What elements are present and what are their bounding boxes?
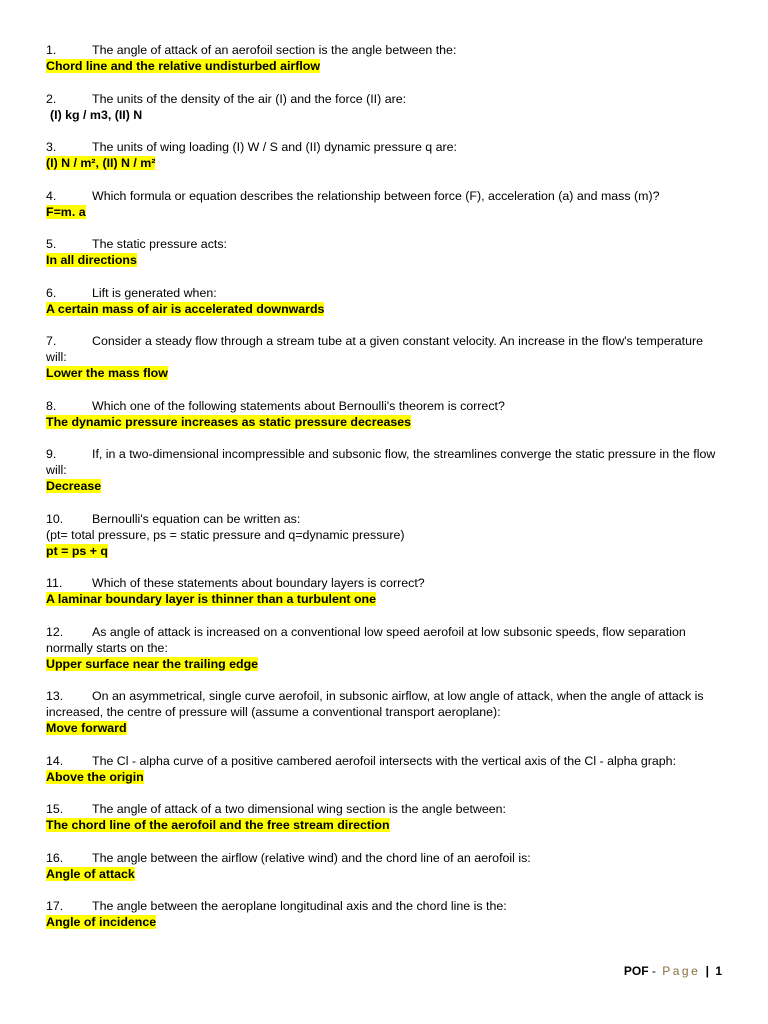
answer-text: The chord line of the aerofoil and the free stream direction	[46, 818, 390, 832]
answer-line	[46, 58, 726, 74]
question-label: The angle of attack of an aerofoil section is the angle between the:	[92, 43, 457, 57]
question-number: 14.	[46, 753, 64, 768]
question-block	[46, 139, 726, 171]
question-label: Consider a steady flow through a stream tube at a given constant velocity. An increase in the flow's temperature will:	[46, 334, 703, 364]
question-number: 4.	[46, 188, 57, 203]
question-number: 5.	[46, 237, 57, 251]
question-text	[46, 575, 726, 591]
answer-line	[46, 414, 726, 430]
footer-dash: -	[651, 964, 656, 978]
answer-text: (I) N / m², (II) N / m²	[46, 156, 156, 170]
answer-text: pt = ps + q	[46, 543, 108, 558]
answer-text: In all directions	[46, 253, 137, 267]
answer-line	[46, 769, 726, 785]
question-block	[46, 188, 726, 220]
question-text	[46, 139, 726, 155]
answer-text: Decrease	[46, 479, 102, 493]
answer-text: Move forward	[46, 721, 127, 735]
answer-line	[46, 155, 726, 171]
question-label: The Cl - alpha curve of a positive cambered aerofoil intersects with the vertical axis of the Cl - alpha graph:	[92, 753, 677, 768]
question-label: The static pressure acts:	[92, 237, 227, 251]
answer-line	[46, 720, 726, 736]
question-text	[46, 511, 726, 527]
answer-line	[46, 543, 726, 559]
footer-doc-title: POF	[623, 964, 649, 978]
question-number: 3.	[46, 140, 57, 154]
answer-line	[46, 365, 726, 381]
question-text	[46, 188, 726, 204]
answer-line	[46, 656, 726, 672]
question-block	[46, 850, 726, 882]
question-label: As angle of attack is increased on a conventional low speed aerofoil at low subsonic speeds, flow separation normally starts on the:	[46, 624, 686, 655]
question-number: 15.	[46, 802, 64, 816]
question-label: The units of wing loading (I) W / S and (II) dynamic pressure q are:	[92, 140, 457, 154]
answer-text: The dynamic pressure increases as static pressure decreases	[46, 414, 412, 429]
question-block	[46, 753, 726, 785]
answer-line	[46, 478, 726, 494]
question-number: 2.	[46, 91, 57, 106]
question-label: The units of the density of the air (I) and the force (II) are:	[92, 91, 407, 106]
question-label: Bernoulli's equation can be written as:	[92, 511, 301, 526]
question-block	[46, 575, 726, 607]
question-number: 16.	[46, 850, 64, 865]
question-label: Which of these statements about boundary layers is correct?	[92, 576, 425, 590]
footer-page-word: Page	[662, 964, 701, 978]
question-label: Lift is generated when:	[92, 285, 217, 300]
question-text	[46, 333, 726, 365]
answer-line	[46, 914, 726, 930]
question-text	[46, 285, 726, 301]
answer-text: Upper surface near the trailing edge	[46, 656, 259, 671]
footer-separator: |	[705, 964, 709, 978]
question-block	[46, 511, 726, 559]
question-text	[46, 801, 726, 817]
answer-line	[46, 301, 726, 317]
question-label: If, in a two-dimensional incompressible and subsonic flow, the streamlines converge the static pressure in the flow will:	[46, 447, 716, 477]
question-number: 13.	[46, 689, 64, 703]
question-label: The angle between the airflow (relative wind) and the chord line of an aerofoil is:	[92, 850, 531, 865]
answer-line	[46, 817, 726, 833]
answer-line	[46, 866, 726, 882]
answer-text: A laminar boundary layer is thinner than a turbulent one	[46, 592, 377, 606]
question-text	[46, 624, 726, 656]
question-label: The angle of attack of a two dimensional wing section is the angle between:	[92, 802, 506, 816]
answer-text: A certain mass of air is accelerated downwards	[46, 301, 325, 316]
question-block	[46, 91, 726, 123]
question-block	[46, 285, 726, 317]
question-text	[46, 91, 726, 107]
question-text	[46, 446, 726, 478]
question-block	[46, 688, 726, 736]
question-text	[46, 236, 726, 252]
question-note: (pt= total pressure, ps = static pressure and q=dynamic pressure)	[46, 527, 405, 542]
question-text	[46, 398, 726, 414]
question-number: 9.	[46, 447, 57, 461]
question-number: 6.	[46, 285, 57, 300]
question-text	[46, 42, 726, 58]
answer-text: Chord line and the relative undisturbed airflow	[46, 59, 321, 73]
question-block	[46, 333, 726, 381]
question-text	[46, 850, 726, 866]
answer-text: (I) kg / m3, (II) N	[50, 107, 143, 122]
question-block	[46, 624, 726, 672]
question-label: The angle between the aeroplane longitudinal axis and the chord line is the:	[92, 899, 507, 913]
question-number: 1.	[46, 43, 57, 57]
page-footer	[624, 963, 722, 979]
answer-text: F=m. a	[46, 204, 86, 219]
document-page	[46, 42, 726, 947]
question-block	[46, 42, 726, 74]
question-block	[46, 801, 726, 833]
question-label: Which formula or equation describes the relationship between force (F), acceleration (a) and mass (m)?	[92, 188, 660, 203]
question-text	[46, 688, 726, 720]
answer-line	[46, 252, 726, 268]
question-block	[46, 446, 726, 494]
question-block	[46, 898, 726, 930]
question-block	[46, 236, 726, 268]
question-number: 11.	[46, 576, 63, 590]
question-number: 12.	[46, 624, 64, 639]
answer-text: Above the origin	[46, 769, 144, 784]
question-number: 7.	[46, 334, 57, 348]
question-text	[46, 898, 726, 914]
question-block	[46, 398, 726, 430]
footer-page-number: 1	[715, 964, 722, 978]
answer-line	[46, 107, 726, 123]
answer-text: Lower the mass flow	[46, 366, 168, 380]
question-label: On an asymmetrical, single curve aerofoil, in subsonic airflow, at low angle of attack, when the angle of attack is increased, the centre of pressure will (assume a conventional transport aeroplane):	[46, 689, 704, 719]
question-number: 10.	[46, 511, 64, 526]
question-number: 8.	[46, 398, 57, 413]
answer-text: Angle of attack	[46, 866, 135, 881]
question-text	[46, 753, 726, 769]
answer-line	[46, 591, 726, 607]
answer-line	[46, 204, 726, 220]
answer-text: Angle of incidence	[46, 915, 157, 929]
question-label: Which one of the following statements about Bernoulli's theorem is correct?	[92, 398, 505, 413]
question-number: 17.	[46, 899, 64, 913]
